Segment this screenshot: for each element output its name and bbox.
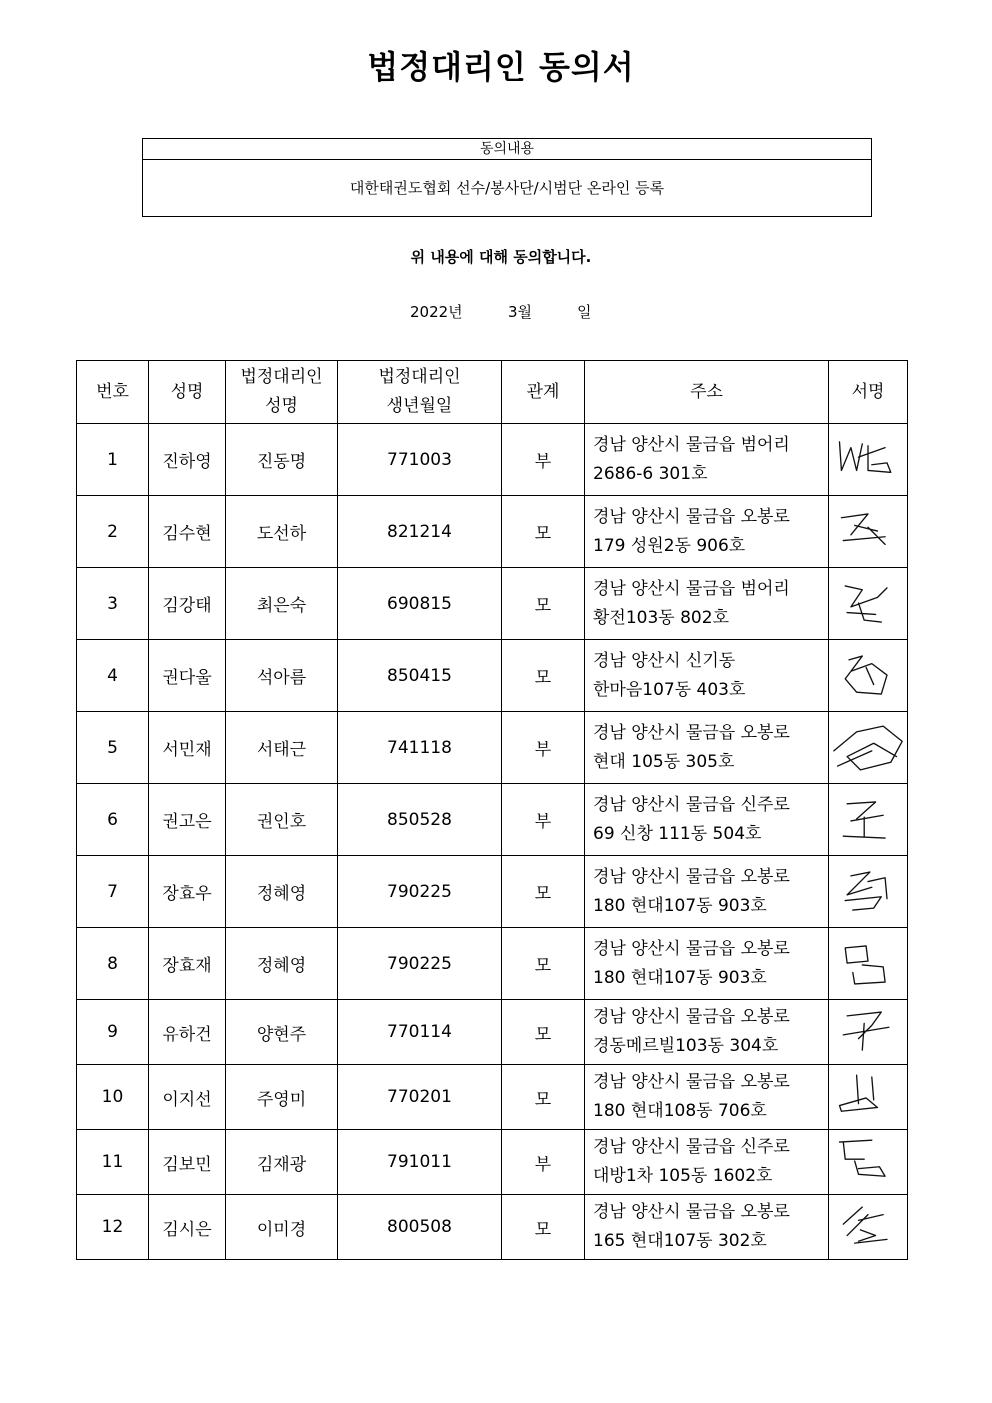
table-row [77, 568, 908, 640]
cell-no: 11 [77, 1130, 149, 1195]
table-row [77, 1130, 908, 1195]
cell-guardian-name: 정혜영 [226, 856, 338, 928]
cell-no: 6 [77, 784, 149, 856]
cell-guardian-name: 정혜영 [226, 928, 338, 1000]
cell-no: 8 [77, 928, 149, 1000]
address-line-1: 경남 양산시 물금읍 오봉로 [593, 866, 790, 887]
cell-address [585, 1195, 829, 1260]
cell-guardian-birth: 690815 [338, 568, 502, 640]
cell-address [585, 568, 829, 640]
handwritten-signature [830, 433, 906, 487]
address-line-2: 179 성원2동 906호 [593, 535, 746, 556]
cell-guardian-birth: 741118 [338, 712, 502, 784]
table-row [77, 856, 908, 928]
signature-stroke [843, 801, 885, 837]
signature-stroke [843, 1207, 887, 1243]
handwritten-signature [830, 793, 906, 847]
signature-stroke [840, 1075, 878, 1111]
cell-no: 1 [77, 424, 149, 496]
handwritten-signature [830, 577, 906, 631]
cell-guardian-name: 석아름 [226, 640, 338, 712]
address-line-2: 현대 105동 305호 [593, 751, 735, 772]
header-guardian-birth-line1: 법정대리인 [378, 367, 461, 387]
cell-guardian-birth: 790225 [338, 856, 502, 928]
handwritten-signature [830, 505, 906, 559]
header-no: 번호 [77, 361, 149, 424]
cell-guardian-birth: 771003 [338, 424, 502, 496]
table-row [77, 424, 908, 496]
guardian-table [76, 360, 908, 1260]
address-line-1: 경남 양산시 물금읍 오봉로 [593, 506, 790, 527]
document-title: 법정대리인 동의서 [367, 48, 635, 86]
table-row [77, 928, 908, 1000]
cell-guardian-name: 도선하 [226, 496, 338, 568]
address-line-2: 180 현대108동 706호 [593, 1101, 767, 1121]
address-line-2: 경동메르빌103동 304호 [593, 1036, 779, 1056]
cell-address [585, 712, 829, 784]
cell-no: 9 [77, 1000, 149, 1065]
cell-guardian-birth: 791011 [338, 1130, 502, 1195]
address-line-2: 한마음107동 403호 [593, 679, 746, 700]
cell-name: 김보민 [149, 1130, 226, 1195]
cell-signature [829, 640, 908, 712]
cell-guardian-name: 진동명 [226, 424, 338, 496]
cell-relation: 모 [502, 1065, 585, 1130]
consent-header: 동의내용 [143, 139, 871, 160]
address-line-2: 69 신창 111동 504호 [593, 823, 762, 844]
cell-relation: 모 [502, 640, 585, 712]
cell-address [585, 1130, 829, 1195]
cell-relation: 모 [502, 928, 585, 1000]
cell-address [585, 784, 829, 856]
cell-signature [829, 496, 908, 568]
header-guardian-name [226, 361, 338, 424]
cell-relation: 부 [502, 712, 585, 784]
handwritten-signature [830, 1200, 906, 1254]
cell-name: 장효우 [149, 856, 226, 928]
cell-signature [829, 1065, 908, 1130]
cell-signature [829, 856, 908, 928]
cell-name: 유하건 [149, 1000, 226, 1065]
header-relation: 관계 [502, 361, 585, 424]
address-line-2: 대방1차 105동 1602호 [593, 1166, 773, 1186]
cell-signature [829, 1000, 908, 1065]
address-line-2: 180 현대107동 903호 [593, 895, 767, 916]
cell-address [585, 424, 829, 496]
cell-guardian-name: 최은숙 [226, 568, 338, 640]
address-line-1: 경남 양산시 물금읍 오봉로 [593, 1202, 790, 1222]
header-guardian-name-line2: 성명 [265, 396, 298, 416]
signature-stroke [845, 945, 885, 983]
cell-relation: 모 [502, 568, 585, 640]
cell-address [585, 1065, 829, 1130]
cell-no: 3 [77, 568, 149, 640]
cell-relation: 부 [502, 784, 585, 856]
signature-stroke [834, 726, 902, 770]
address-line-1: 경남 양산시 물금읍 오봉로 [593, 938, 790, 959]
cell-guardian-birth: 850528 [338, 784, 502, 856]
cell-relation: 모 [502, 1195, 585, 1260]
cell-guardian-birth: 790225 [338, 928, 502, 1000]
header-guardian-birth-line2: 생년월일 [386, 396, 453, 416]
cell-name: 김수현 [149, 496, 226, 568]
signature-stroke [841, 513, 885, 543]
cell-name: 권다울 [149, 640, 226, 712]
cell-signature [829, 568, 908, 640]
cell-no: 7 [77, 856, 149, 928]
cell-relation: 모 [502, 496, 585, 568]
cell-guardian-birth: 850415 [338, 640, 502, 712]
consent-content: 대한태권도협회 선수/봉사단/시범단 온라인 등록 [349, 179, 665, 197]
cell-address [585, 1000, 829, 1065]
cell-guardian-birth: 770114 [338, 1000, 502, 1065]
cell-name: 김시은 [149, 1195, 226, 1260]
handwritten-signature [830, 937, 906, 991]
date-year: 2022년 [410, 303, 463, 321]
cell-guardian-name: 권인호 [226, 784, 338, 856]
cell-address [585, 856, 829, 928]
address-line-1: 경남 양산시 물금읍 신주로 [593, 794, 790, 815]
table-row [77, 1000, 908, 1065]
header-name: 성명 [149, 361, 226, 424]
table-row [77, 1195, 908, 1260]
header-signature: 서명 [829, 361, 908, 424]
cell-signature [829, 784, 908, 856]
handwritten-signature [830, 649, 906, 703]
signature-stroke [840, 1140, 886, 1176]
header-address: 주소 [585, 361, 829, 424]
consent-box [142, 138, 872, 217]
cell-guardian-birth: 770201 [338, 1065, 502, 1130]
cell-no: 4 [77, 640, 149, 712]
cell-relation: 모 [502, 856, 585, 928]
cell-guardian-name: 김재광 [226, 1130, 338, 1195]
cell-guardian-name: 양현주 [226, 1000, 338, 1065]
cell-address [585, 640, 829, 712]
address-line-1: 경남 양산시 물금읍 오봉로 [593, 722, 790, 743]
cell-relation: 부 [502, 424, 585, 496]
handwritten-signature [830, 1135, 906, 1189]
cell-name: 장효재 [149, 928, 226, 1000]
table-row [77, 784, 908, 856]
cell-signature [829, 424, 908, 496]
handwritten-signature [830, 1005, 906, 1059]
header-row [77, 361, 908, 424]
header-guardian-name-line1: 법정대리인 [240, 367, 323, 387]
address-line-1: 경남 양산시 물금읍 신주로 [593, 1137, 790, 1157]
cell-relation: 모 [502, 1000, 585, 1065]
signature-stroke [845, 585, 887, 621]
cell-signature [829, 928, 908, 1000]
cell-signature [829, 1195, 908, 1260]
cell-signature [829, 712, 908, 784]
cell-guardian-birth: 800508 [338, 1195, 502, 1260]
cell-name: 김강태 [149, 568, 226, 640]
signature-stroke [845, 656, 887, 694]
handwritten-signature [830, 865, 906, 919]
address-line-2: 2686-6 301호 [593, 463, 708, 484]
table-row [77, 640, 908, 712]
address-line-1: 경남 양산시 물금읍 오봉로 [593, 1007, 790, 1027]
signature-stroke [843, 1012, 889, 1050]
cell-address [585, 496, 829, 568]
address-line-1: 경남 양산시 물금읍 오봉로 [593, 1072, 790, 1092]
cell-address [585, 928, 829, 1000]
address-line-1: 경남 양산시 물금읍 범어리 [593, 578, 790, 599]
address-line-1: 경남 양산시 신기동 [593, 650, 736, 671]
cell-guardian-name: 주영미 [226, 1065, 338, 1130]
address-line-2: 180 현대107동 903호 [593, 967, 767, 988]
cell-no: 12 [77, 1195, 149, 1260]
handwritten-signature [830, 721, 906, 775]
cell-relation: 부 [502, 1130, 585, 1195]
signature-stroke [845, 872, 887, 910]
handwritten-signature [830, 1070, 906, 1124]
header-guardian-birth [338, 361, 502, 424]
date-month: 3월 [508, 303, 533, 321]
cell-guardian-name: 서태근 [226, 712, 338, 784]
date-day: 일 [577, 303, 592, 321]
table-row [77, 712, 908, 784]
cell-name: 권고은 [149, 784, 226, 856]
cell-name: 서민재 [149, 712, 226, 784]
cell-signature [829, 1130, 908, 1195]
cell-guardian-name: 이미경 [226, 1195, 338, 1260]
agree-statement: 위 내용에 대해 동의합니다. [410, 248, 592, 266]
table-row [77, 1065, 908, 1130]
cell-guardian-birth: 821214 [338, 496, 502, 568]
cell-no: 2 [77, 496, 149, 568]
address-line-2: 165 현대107동 302호 [593, 1231, 767, 1251]
signature-stroke [840, 441, 891, 471]
address-line-1: 경남 양산시 물금읍 범어리 [593, 434, 790, 455]
table-row [77, 496, 908, 568]
cell-name: 진하영 [149, 424, 226, 496]
cell-no: 5 [77, 712, 149, 784]
cell-no: 10 [77, 1065, 149, 1130]
address-line-2: 황전103동 802호 [593, 607, 729, 628]
cell-name: 이지선 [149, 1065, 226, 1130]
